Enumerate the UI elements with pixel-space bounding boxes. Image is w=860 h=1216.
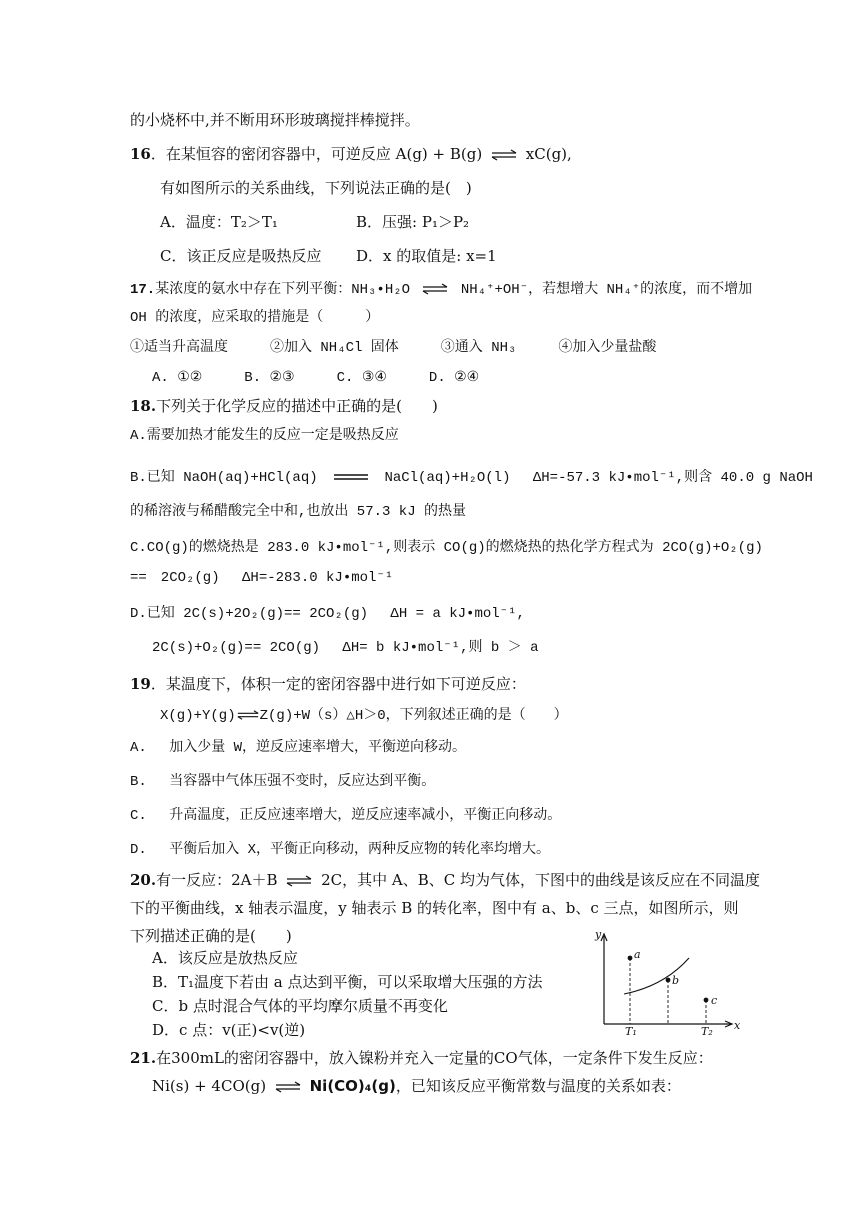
q16-product: xC(g), <box>525 145 572 163</box>
q19-equation <box>160 706 568 726</box>
equilibrium-arrow-icon <box>491 149 517 161</box>
q20-equilibrium-graph <box>594 928 744 1036</box>
q20-stem2: 下的平衡曲线，x 轴表示温度，y 轴表示 B 的转化率，图中有 a、b、c 三点，如图所示，则 <box>130 899 739 917</box>
q21-equation <box>152 1076 681 1096</box>
q18-option-d-line1: D.已知 2C(s)+2O₂(g)== 2CO₂(g) ΔH = a kJ•mol⁻¹, <box>130 606 525 622</box>
equilibrium-arrow-icon <box>286 875 312 887</box>
q20-stem3: 下列描述正确的是( ) <box>130 927 292 945</box>
q20-option-d: D．c 点：v(正)<v(逆) <box>152 1021 306 1039</box>
q18-option-c-line2: == 2CO₂(g) ΔH=-283.0 kJ•mol⁻¹ <box>130 570 394 586</box>
q18-number: 18. <box>130 397 157 415</box>
q19-eq-right: Z(g)+W（s）△H＞0，下列叙述正确的是（ ） <box>259 708 568 724</box>
q21-eq-left: Ni(s) + 4CO(g) <box>152 1077 267 1095</box>
q18-b-part2: NaCl(aq)+H₂O(l) ΔH=-57.3 kJ•mol⁻¹,则含 40.0 g NaOH <box>384 470 813 486</box>
q19-number: 19 <box>130 675 151 693</box>
q19-option-d: D. 平衡后加入 X，平衡正向移动，两种反应物的转化率均增大。 <box>130 842 551 858</box>
q20-option-c: C．b 点时混合气体的平均摩尔质量不再变化 <box>152 997 448 1015</box>
q18-stem-text: 下列关于化学反应的描述中正确的是( ) <box>156 397 438 415</box>
q18-b-part1: B.已知 NaOH(aq)+HCl(aq) <box>130 470 318 486</box>
q16-stem-text: ．在某恒容的密闭容器中，可逆反应 A(g) + B(g) <box>150 145 483 163</box>
q16-option-a: A．温度：T₂＞T₁ <box>160 213 278 231</box>
equilibrium-arrow-icon <box>237 709 259 721</box>
q17-measures: ①适当升高温度 ②加入 NH₄Cl 固体 ③通入 NH₃ ④加入少量盐酸 <box>130 340 657 356</box>
q20-option-a: A．该反应是放热反应 <box>152 949 298 967</box>
reaction-equals-icon <box>334 472 368 482</box>
q21-eq-product: Ni(CO)₄(g) <box>309 1077 396 1095</box>
equilibrium-curve <box>624 958 689 994</box>
q16-option-b: B．压强: P₁＞P₂ <box>356 213 470 231</box>
q16-option-d: D．x 的取值是: x=1 <box>356 247 497 265</box>
q17-stem <box>130 280 752 300</box>
q19-option-c: C. 升高温度，正反应速率增大，逆反应速率减小，平衡正向移动。 <box>130 808 562 824</box>
q17-stem2: OH 的浓度，应采取的措施是（ ） <box>130 310 380 326</box>
q21-stem-text: 在300mL的密闭容器中，放入镍粉并充入一定量的CO气体，一定条件下发生反应： <box>156 1049 713 1067</box>
q18-option-d-line2: 2C(s)+O₂(g)== 2CO(g) ΔH= b kJ•mol⁻¹,则 b ＞ a <box>152 640 539 656</box>
x-axis-label: x <box>734 1019 741 1032</box>
q21-number: 21. <box>130 1049 157 1067</box>
equilibrium-arrow-icon <box>422 283 448 295</box>
t2-tick-label: T₂ <box>701 1025 713 1036</box>
q20-stem-a: 有一反应：2A＋B <box>156 871 278 889</box>
q16-number: 16 <box>130 145 151 163</box>
q18-option-b-line2: 的稀溶液与稀醋酸完全中和,也放出 57.3 kJ 的热量 <box>130 504 467 520</box>
q16-option-c: C．该正反应是吸热反应 <box>160 247 322 265</box>
t1-tick-label: T₁ <box>625 1025 637 1036</box>
equilibrium-arrow-icon <box>275 1081 301 1093</box>
point-c-label: c <box>711 994 718 1007</box>
q20-option-b: B．T₁温度下若由 a 点达到平衡，可以采取增大压强的方法 <box>152 973 543 991</box>
q19-option-b: B. 当容器中气体压强不变时，反应达到平衡。 <box>130 774 436 790</box>
q21-eq-tail: ，已知该反应平衡常数与温度的关系如表： <box>395 1077 681 1095</box>
q20-stem <box>130 870 760 890</box>
q19-option-a: A. 加入少量 W，逆反应速率增大，平衡逆向移动。 <box>130 740 467 756</box>
point-b-marker <box>666 978 671 983</box>
q20-number: 20. <box>130 871 157 889</box>
q19-eq-left: X(g)+Y(g) <box>160 708 236 724</box>
q16-stem2: 有如图所示的关系曲线，下列说法正确的是( ) <box>160 179 472 197</box>
q18-option-b-line1 <box>130 468 813 488</box>
y-axis-label: y <box>595 928 602 941</box>
q18-option-c-line1: C.CO(g)的燃烧热是 283.0 kJ•mol⁻¹,则表示 CO(g)的燃烧热的热化学方程式为 2CO(g)+O₂(g) <box>130 540 763 556</box>
q19-stem-text: ．某温度下，体积一定的密闭容器中进行如下可逆反应： <box>150 675 526 693</box>
q17-stem-b: NH₄⁺+OH⁻，若想增大 NH₄⁺的浓度，而不增加 <box>460 282 753 298</box>
q17-stem-a: 某浓度的氨水中存在下列平衡：NH₃•H₂O <box>155 282 411 298</box>
q17-number: 17. <box>130 282 156 298</box>
q21-stem <box>130 1048 713 1068</box>
q20-stem-b: 2C，其中 A、B、C 均为气体，下图中的曲线是该反应在不同温度 <box>321 871 760 889</box>
continuation-line: 的小烧杯中,并不断用环形玻璃搅拌棒搅拌。 <box>130 111 420 129</box>
q17-options: A. ①② B. ②③ C. ③④ D. ②④ <box>152 370 480 386</box>
q16-stem <box>130 144 572 164</box>
point-a-label: a <box>634 948 641 961</box>
point-b-label: b <box>672 974 680 987</box>
q18-option-a: A.需要加热才能发生的反应一定是吸热反应 <box>130 428 399 444</box>
point-a-marker <box>628 956 633 961</box>
q18-stem <box>130 396 438 416</box>
point-c-marker <box>704 998 709 1003</box>
q19-stem <box>130 674 526 694</box>
